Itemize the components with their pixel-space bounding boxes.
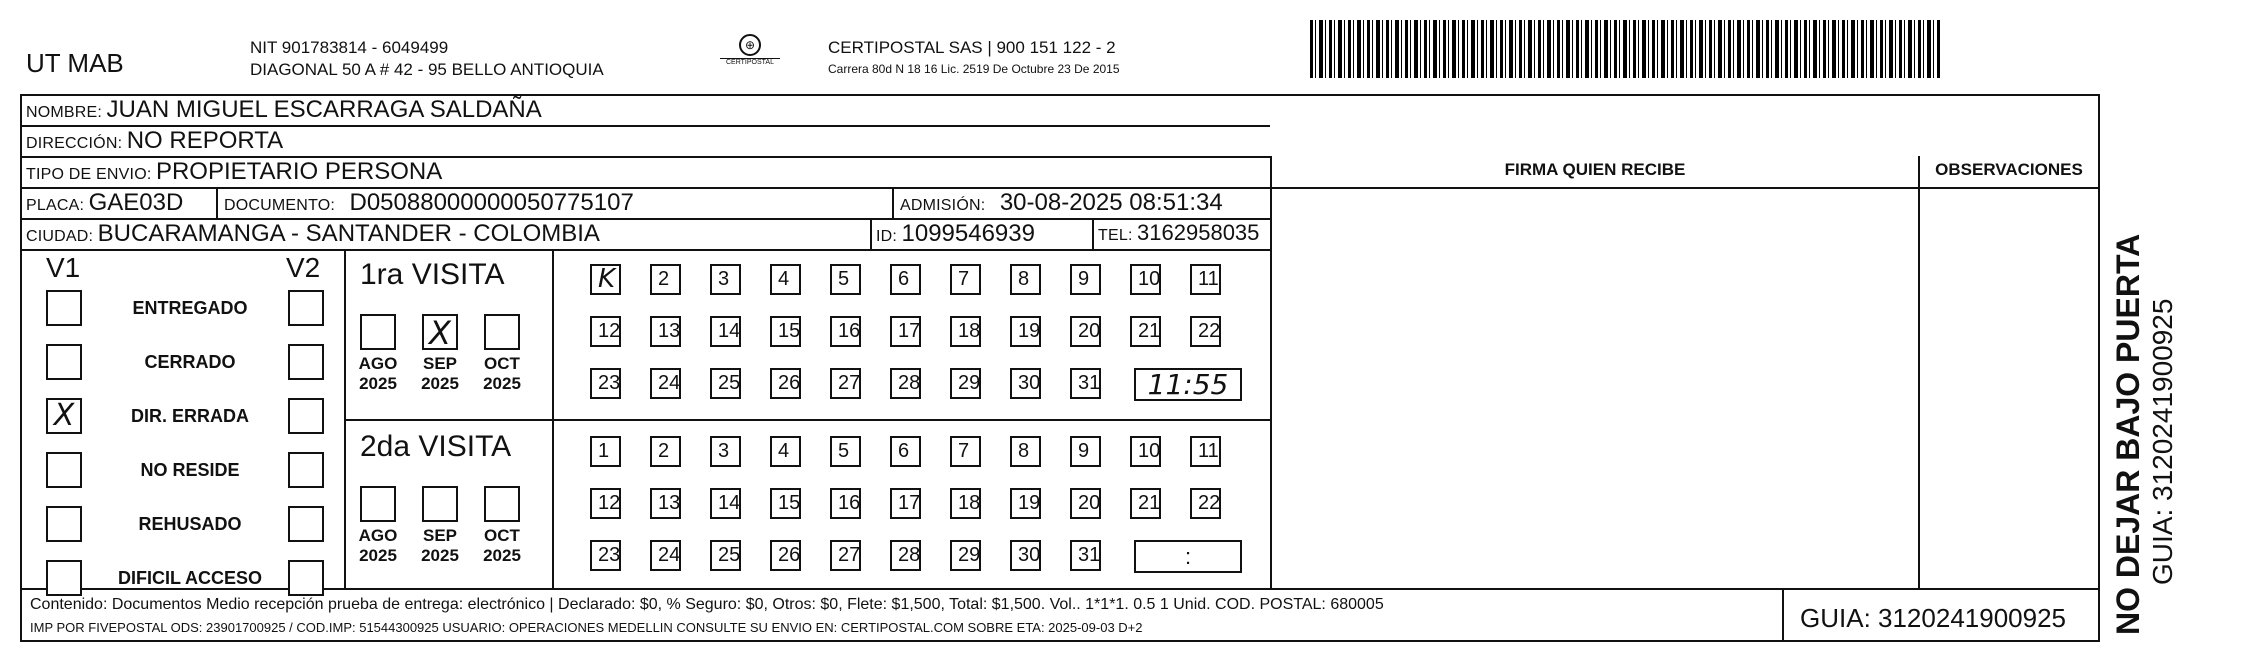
month-mark: X	[429, 314, 451, 352]
month-checkbox[interactable]	[422, 486, 458, 522]
month-checkbox[interactable]	[360, 486, 396, 522]
day-box[interactable]: 28	[890, 368, 921, 399]
v2-header: V2	[286, 252, 321, 283]
month-name: AGO	[358, 526, 398, 545]
status-v1-checkbox[interactable]	[46, 290, 82, 326]
day-box[interactable]: 12	[590, 488, 621, 519]
day-box[interactable]: 11	[1190, 264, 1221, 295]
day-box[interactable]: 16	[830, 316, 861, 347]
direccion-value: NO REPORTA	[126, 127, 284, 154]
certipostal-logo: ⊕ CERTIPOSTAL	[720, 34, 780, 84]
nombre-value: JUAN MIGUEL ESCARRAGA SALDAÑA	[106, 96, 542, 123]
placa-field	[26, 189, 183, 217]
day-box[interactable]: 10	[1130, 264, 1161, 295]
day-box[interactable]: 21	[1130, 316, 1161, 347]
direccion-row	[26, 127, 283, 155]
observaciones-area[interactable]	[1920, 189, 2098, 588]
placa-value: GAE03D	[88, 189, 184, 216]
firma-area[interactable]	[1272, 189, 1918, 588]
ciudad-value: BUCARAMANGA - SANTANDER - COLOMBIA	[97, 220, 600, 247]
day-box[interactable]: 12	[590, 316, 621, 347]
day-box[interactable]: 9	[1070, 264, 1101, 295]
company-license: Carrera 80d N 18 16 Lic. 2519 De Octubre 23 De 2015	[828, 62, 1120, 76]
ciudad-field	[26, 220, 600, 248]
month-checkbox[interactable]	[484, 314, 520, 350]
footer-print-info: IMP POR FIVEPOSTAL ODS: 23901700925 / COD.IMP: 51544300925 USUARIO: OPERACIONES MEDELLIN CONSULTE SU ENVIO EN: CERTIPOSTAL.COM SOBRE ETA: 2025-09-03 D+2	[30, 620, 1143, 635]
status-v2-checkbox[interactable]	[288, 398, 324, 434]
status-v2-checkbox[interactable]	[288, 290, 324, 326]
month-label	[348, 354, 408, 394]
day-box[interactable]: 19	[1010, 316, 1041, 347]
visit-title: 2da VISITA	[360, 430, 512, 463]
barcode	[1310, 20, 1942, 78]
tel-value: 3162958035	[1137, 220, 1260, 245]
day-box[interactable]: 8	[1010, 264, 1041, 295]
status-label: DIR. ERRADA	[130, 406, 249, 426]
ciudad-label: CIUDAD:	[26, 228, 94, 245]
sender-name: UT MAB	[26, 48, 124, 78]
month-checkbox[interactable]	[422, 314, 458, 350]
day-box[interactable]: 23	[590, 540, 621, 571]
day-box[interactable]: 15	[770, 488, 801, 519]
day-box[interactable]: K	[590, 264, 621, 295]
admision-label: ADMISIÓN:	[900, 197, 986, 214]
logo-emblem-icon: ⊕	[739, 34, 761, 56]
side-guia: GUIA: 3120241900925	[2147, 298, 2178, 585]
month-label	[472, 526, 532, 566]
day-box[interactable]: 14	[710, 488, 741, 519]
month-name: OCT	[484, 354, 520, 373]
visit-time-field[interactable]: :	[1134, 540, 1242, 573]
day-box[interactable]: 20	[1070, 316, 1101, 347]
day-box[interactable]: 2	[650, 436, 681, 467]
id-label: ID:	[876, 228, 898, 245]
footer-contents: Contenido: Documentos Medio recepción prueba de entrega: electrónico | Declarado: $0, % Seguro: $0, Otros: $0, Flete: $1,500, Total: $1,500. Vol.. 1*1*1. 0.5 1 Unid. COD. POSTAL: 680005	[30, 596, 1384, 613]
day-box[interactable]: 30	[1010, 368, 1041, 399]
status-v1-mark: X	[53, 398, 75, 433]
side-warning: NO DEJAR BAJO PUERTA	[2110, 233, 2146, 635]
status-v2-checkbox[interactable]	[288, 344, 324, 380]
month-checkbox[interactable]	[360, 314, 396, 350]
day-box[interactable]: 27	[830, 368, 861, 399]
day-box[interactable]: 26	[770, 540, 801, 571]
month-label	[472, 354, 532, 394]
day-box[interactable]: 6	[890, 436, 921, 467]
day-box[interactable]: 24	[650, 540, 681, 571]
status-v1-checkbox[interactable]	[46, 344, 82, 380]
documento-value: D05088000000050775107	[349, 189, 634, 216]
day-box[interactable]: 2	[650, 264, 681, 295]
placa-label: PLACA:	[26, 197, 85, 214]
observaciones-right-border	[2098, 94, 2100, 588]
nombre-row	[26, 96, 542, 124]
firma-header: FIRMA QUIEN RECIBE	[1504, 160, 1686, 179]
day-box[interactable]: 18	[950, 316, 981, 347]
day-box[interactable]: 4	[770, 264, 801, 295]
day-box[interactable]: 4	[770, 436, 801, 467]
status-v1-checkbox[interactable]	[46, 452, 82, 488]
day-box[interactable]: 22	[1190, 488, 1221, 519]
day-box[interactable]: 14	[710, 316, 741, 347]
month-checkbox[interactable]	[484, 486, 520, 522]
status-label: REHUSADO	[138, 514, 242, 534]
day-box[interactable]: 13	[650, 316, 681, 347]
day-box[interactable]: 30	[1010, 540, 1041, 571]
day-box[interactable]: 21	[1130, 488, 1161, 519]
day-box[interactable]: 3	[710, 436, 741, 467]
status-label: DIFICIL ACCESO	[117, 568, 262, 588]
month-year: 2025	[359, 546, 397, 565]
footer-guia: GUIA: 3120241900925	[1800, 603, 2066, 633]
month-year: 2025	[483, 374, 521, 393]
visit-time-field[interactable]: 11:55	[1134, 368, 1242, 401]
day-box[interactable]: 15	[770, 316, 801, 347]
month-year: 2025	[483, 546, 521, 565]
day-box[interactable]: 25	[710, 540, 741, 571]
status-v2-checkbox[interactable]	[288, 452, 324, 488]
status-v2-checkbox[interactable]	[288, 506, 324, 542]
direccion-label: DIRECCIÓN:	[26, 135, 123, 152]
visit-title: 1ra VISITA	[360, 258, 505, 291]
status-label: NO RESIDE	[140, 460, 240, 480]
tel-field	[1098, 220, 1259, 246]
day-box[interactable]: 20	[1070, 488, 1101, 519]
day-box[interactable]: 7	[950, 436, 981, 467]
day-box[interactable]: 17	[890, 488, 921, 519]
month-year: 2025	[421, 546, 459, 565]
day-box[interactable]: 3	[710, 264, 741, 295]
day-box[interactable]: 31	[1070, 540, 1101, 571]
nombre-label: NOMBRE:	[26, 104, 103, 121]
day-box[interactable]: 11	[1190, 436, 1221, 467]
id-value: 1099546939	[901, 220, 1035, 247]
admision-value: 30-08-2025 08:51:34	[999, 189, 1223, 216]
month-label	[410, 354, 470, 394]
day-box[interactable]: 26	[770, 368, 801, 399]
documento-field	[224, 189, 634, 217]
day-box[interactable]: 16	[830, 488, 861, 519]
day-box[interactable]: 25	[710, 368, 741, 399]
month-label	[348, 526, 408, 566]
month-year: 2025	[421, 374, 459, 393]
day-box[interactable]: 18	[950, 488, 981, 519]
status-label: CERRADO	[144, 352, 236, 372]
day-box[interactable]: 8	[1010, 436, 1041, 467]
month-name: SEP	[422, 354, 458, 373]
status-label: ENTREGADO	[132, 298, 248, 318]
status-v1-checkbox[interactable]	[46, 398, 82, 434]
day-box[interactable]: 5	[830, 436, 861, 467]
day-box[interactable]: 29	[950, 540, 981, 571]
month-name: AGO	[358, 354, 398, 373]
day-box[interactable]: 1	[590, 436, 621, 467]
day-box[interactable]: 5	[830, 264, 861, 295]
day-box[interactable]: 17	[890, 316, 921, 347]
day-box[interactable]: 10	[1130, 436, 1161, 467]
status-v1-checkbox[interactable]	[46, 560, 82, 596]
tipo-envio-row	[26, 158, 442, 186]
month-name: OCT	[484, 526, 520, 545]
day-box[interactable]: 31	[1070, 368, 1101, 399]
day-box[interactable]: 6	[890, 264, 921, 295]
documento-label: DOCUMENTO:	[224, 197, 336, 214]
side-text	[2110, 115, 2200, 635]
tipo-envio-value: PROPIETARIO PERSONA	[155, 158, 443, 185]
status-v1-checkbox[interactable]	[46, 506, 82, 542]
sender-address: DIAGONAL 50 A # 42 - 95 BELLO ANTIOQUIA	[250, 60, 604, 79]
day-box[interactable]: 29	[950, 368, 981, 399]
day-box[interactable]: 19	[1010, 488, 1041, 519]
v1-header: V1	[46, 252, 81, 283]
company-name: CERTIPOSTAL SAS | 900 151 122 - 2	[828, 38, 1116, 57]
month-label	[410, 526, 470, 566]
tipo-envio-label: TIPO DE ENVIO:	[26, 166, 152, 183]
month-year: 2025	[359, 374, 397, 393]
day-box[interactable]: 27	[830, 540, 861, 571]
tel-label: TEL:	[1098, 227, 1133, 244]
day-box[interactable]: 9	[1070, 436, 1101, 467]
day-box[interactable]: 7	[950, 264, 981, 295]
admision-field	[900, 189, 1223, 217]
day-box[interactable]: 28	[890, 540, 921, 571]
day-box[interactable]: 23	[590, 368, 621, 399]
status-v2-checkbox[interactable]	[288, 560, 324, 596]
sender-nit: NIT 901783814 - 6049499	[250, 38, 449, 57]
observaciones-header: OBSERVACIONES	[1935, 160, 2083, 179]
month-name: SEP	[422, 526, 458, 545]
id-field	[876, 220, 1035, 248]
day-box[interactable]: 13	[650, 488, 681, 519]
day-box[interactable]: 24	[650, 368, 681, 399]
day-box[interactable]: 22	[1190, 316, 1221, 347]
